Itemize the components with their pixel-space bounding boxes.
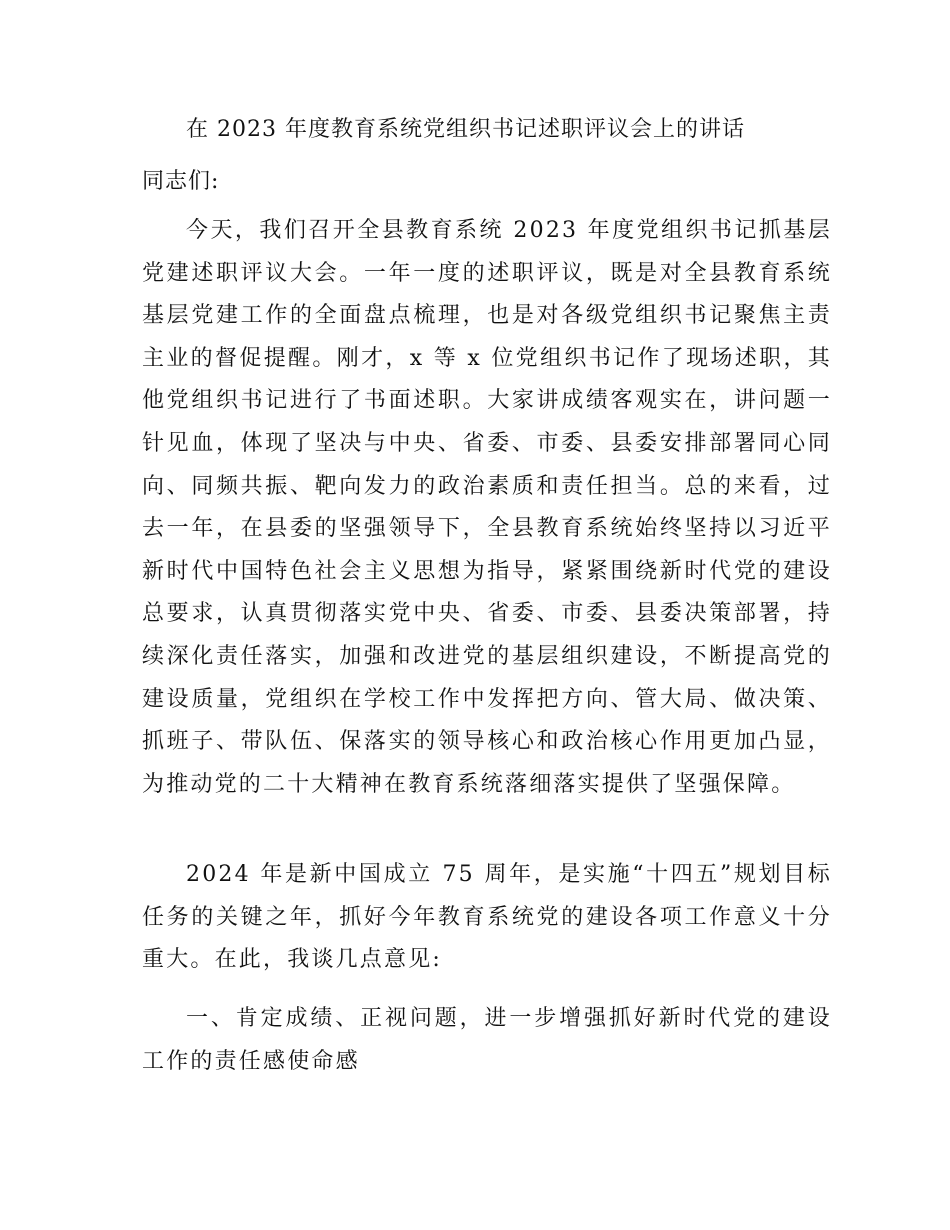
document-title: 在 2023 年度教育系统党组织书记述职评议会上的讲话 — [186, 117, 745, 142]
paragraph-2024-outlook: 2024 年是新中国成立 75 周年，是实施“十四五”规划目标任务的关键之年，抓好今年教育系统党的建设各项工作意义十分重大。在此，我谈几点意见: — [142, 862, 832, 973]
salutation: 同志们: — [142, 169, 220, 194]
paragraph-opening: 今天，我们召开全县教育系统 2023 年度党组织书记抓基层党建述职评议大会。一年一度的述职评议，既是对全县教育系统基层党建工作的全面盘点梳理，也是对各级党组织书记聚焦主责主业的督促提醒。刚才，x 等 x 位党组织书记作了现场述职，其他党组织书记进行了书面述职。大家讲成绩客观实在，讲问题一针见血，体现了坚决与中央、省委、市委、县委安排部署同心同向、同频共振、靶向发力的政治素质和责任担当。总的来看，过去一年，在县委的坚强领导下，全县教育系统始终坚持以习近平新时代中国特色社会主义思想为指导，紧紧围绕新时代党的建设总要求，认真贯彻落实党中央、省委、市委、县委决策部署，持续深化责任落实，加强和改进党的基层组织建设，不断提高党的建设质量，党组织在学校工作中发挥把方向、管大局、做决策、抓班子、带队伍、保落实的领导核心和政治核心作用更加凸显，为推动党的二十大精神在教育系统落细落实提供了坚强保障。 — [142, 218, 832, 797]
section-heading-1: 一、肯定成绩、正视问题，进一步增强抓好新时代党的建设工作的责任感使命感 — [142, 1006, 832, 1074]
